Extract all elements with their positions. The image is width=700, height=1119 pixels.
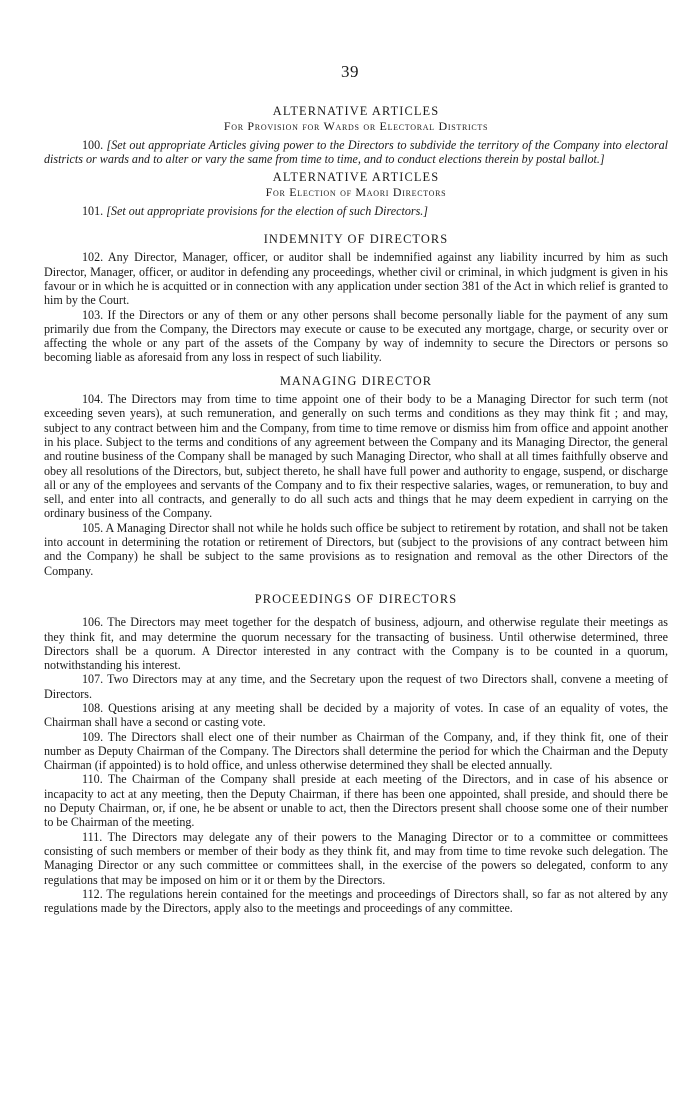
clause-102: 102. Any Director, Manager, officer, or auditor shall be indemnified against any liability incurred by him as such Director, Manager, officer, or auditor in defending any proceedings, whether civil or criminal, in which judgment is given in his favour or in which he is acquitted or in connection with any application under section 381 of the Act in which relief is granted to him by the Court. [44, 250, 668, 308]
clause-100-text: [Set out appropriate Articles giving power to the Directors to subdivide the territory of the Company into electoral districts or wards and to alter or vary the same from time to time, and to conduct elections therein by postal ballot.] [44, 137, 668, 166]
clause-103: 103. If the Directors or any of them or any other persons shall become personally liable for the payment of any sum primarily due from the Company, the Directors may execute or cause to be executed any mortgage, charge, or security over or affecting the whole or any part of the assets of the Company by way of indemnity to secure the Directors or persons so becoming liable as aforesaid from any loss in respect of such liability. [44, 307, 668, 365]
page-content [44, 95, 668, 915]
heading-proceedings-of-directors: PROCEEDINGS OF DIRECTORS [254, 591, 458, 606]
subheading-maori-directors: For Election of Maori Directors [265, 185, 447, 200]
heading-managing-director: MANAGING DIRECTOR [279, 373, 433, 388]
subheading-wards-electoral-districts: For Provision for Wards or Electoral Districts [223, 119, 489, 134]
clause-100-number: 100. [82, 137, 104, 152]
clause-100 [44, 138, 668, 167]
heading-indemnity-of-directors: INDEMNITY OF DIRECTORS [263, 232, 449, 247]
clause-104: 104. The Directors may from time to time appoint one of their body to be a Managing Director for such term (not exceeding seven years), at such remuneration, and generally on such terms and conditions as they may think fit ; and may, subject to any contract between him and the Company, from time to time remove or dismiss him from office and appoint another in his place. Subject to the terms and conditions of any agreement between the Company and its Managing Director, the general and routine business of the Company shall be managed by such Managing Director, who shall at all times faithfully observe and obey all resolutions of the Directors, but, subject thereto, he shall have full power and authority to engage, suspend, or discharge all or any of the employees and servants of the Company and to fix their respective salaries, wages, or remuneration, to buy and sell, and enter into all contracts, and generally to do all such acts and things that he may deem expedient in carrying on the ordinary business of the Company. [44, 392, 668, 521]
clause-112: 112. The regulations herein contained for the meetings and proceedings of Directors shall, so far as not altered by any regulations made by the Directors, apply also to the meetings and proceedings of any committee. [44, 886, 668, 916]
heading-alternative-articles-wards: ALTERNATIVE ARTICLES [272, 104, 440, 118]
clause-101-number: 101. [82, 203, 104, 218]
clause-110: 110. The Chairman of the Company shall preside at each meeting of the Directors, and in case of his absence or incapacity to act at any meeting, then the Deputy Chairman, if there has been one appointed, shall preside, and should there be no Deputy Chairman, or, if one, he be absent or unable to act, then the Directors present shall choose some one of their number to be Chairman of the meeting. [44, 772, 668, 830]
clause-101-text: [Set out appropriate provisions for the election of such Directors.] [106, 203, 429, 218]
clause-105: 105. A Managing Director shall not while he holds such office be subject to retirement by rotation, and shall not be taken into account in determining the rotation or retirement of Directors, but (subject to the provisions of any contract between him and the Company) he shall be subject to the same provisions as to resignation and removal as the other Directors of the Company. [44, 520, 668, 578]
clause-108: 108. Questions arising at any meeting shall be decided by a majority of votes. In case of an equality of votes, the Chairman shall have a second or casting vote. [44, 700, 668, 730]
page-number: 39 [341, 62, 359, 81]
clause-109: 109. The Directors shall elect one of their number as Chairman of the Company, and, if they think fit, one of their number as Deputy Chairman of the Company. The Directors shall determine the period for which the Chairman and the Deputy Chairman (if appointed) is to hold office, and unless otherwise determined they shall be elected annually. [44, 729, 668, 773]
clause-101 [44, 204, 668, 218]
clause-111: 111. The Directors may delegate any of their powers to the Managing Director or to a committee or committees consisting of such members or member of their body as they think fit, and may from time to time revoke such delegation. The Managing Director or any such committee or committees shall, in the exercise of the powers so delegated, conform to any regulations that may be imposed on him or it or them by the Directors. [44, 829, 668, 887]
clause-107: 107. Two Directors may at any time, and the Secretary upon the request of two Directors shall, convene a meeting of Directors. [44, 672, 668, 701]
heading-alternative-articles-maori: ALTERNATIVE ARTICLES [272, 170, 440, 185]
clause-106: 106. The Directors may meet together for the despatch of business, adjourn, and otherwise regulate their meetings as they think fit, and may determine the quorum necessary for the transacting of business. Until otherwise determined, three Directors shall be a quorum. A Director interested in any contract with the Company is to be counted in a quorum, notwithstanding his interest. [44, 615, 668, 673]
